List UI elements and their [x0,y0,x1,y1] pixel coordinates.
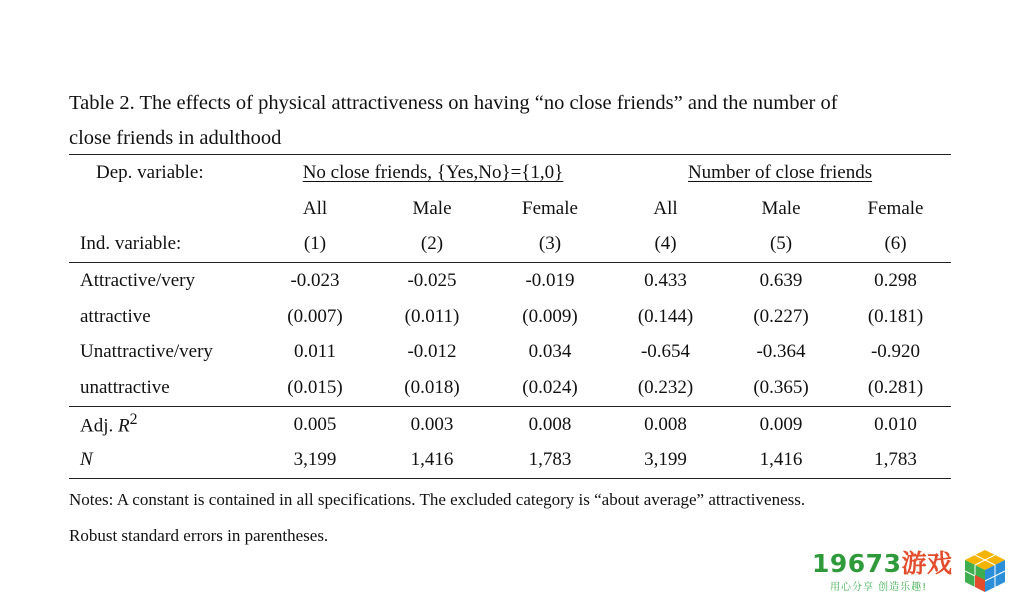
subheader-cell: Male [412,197,452,219]
notes-line-2: Robust standard errors in parentheses. [69,526,329,545]
table-cell: (0.024) [491,370,609,406]
column-number-cell: (4) [609,226,722,262]
watermark-number: 19673 [812,549,902,578]
table-cell: (0.232) [609,370,722,406]
subheader-cell: Female [867,197,924,219]
table-cell: 0.003 [410,413,454,435]
header-row-groups [69,155,951,191]
table-cell: (0.181) [867,305,924,327]
stats-row-n [69,443,951,479]
table-cell: -0.019 [525,269,575,291]
table-cell: 0.011 [293,341,337,363]
table-cell: 1,783 [491,443,609,479]
table-cell: (0.011) [404,305,460,327]
row-label: attractive [80,305,151,327]
group-header-no-close-friends [257,155,609,191]
watermark-suffix: 游戏 [901,549,953,578]
watermark-logo-text [812,544,953,580]
results-table [69,154,951,479]
table-cell: (0.015) [257,370,373,406]
table-caption [69,86,959,156]
table-cell: 1,416 [722,443,840,479]
row-label: Unattractive/very [80,341,213,363]
stat-label-sup: 2 [129,411,138,429]
column-number-cell: (6) [840,226,951,262]
table-cell: 3,199 [609,443,722,479]
subheader-cell: Male [761,197,801,219]
table-cell: (0.365) [722,370,840,406]
group-header-1-text: No close friends, {Yes,No}={1,0} [302,161,564,183]
watermark-logo [812,544,1012,598]
table-cell: -0.654 [640,341,691,363]
regression-table [69,154,951,479]
table-cell: 0.034 [528,341,572,363]
column-number-cell: (2) [373,226,491,262]
group-header-2-text: Number of close friends [687,161,873,183]
empty-cell [69,191,257,227]
header-row-column-numbers [69,226,951,262]
stats-row-adj-r2 [69,406,951,442]
table-cell: 0.005 [293,413,337,435]
table-cell: 3,199 [257,443,373,479]
table-cell: 0.010 [874,413,917,435]
table-cell: -0.023 [290,269,340,291]
table-row [69,370,951,406]
table-cell: (0.007) [287,305,343,327]
table-cell: 1,416 [373,443,491,479]
subheader-cell: All [653,197,678,219]
group-header-number-close-friends [609,155,951,191]
ind-variable-label: Ind. variable: [69,226,257,262]
table-cell: (0.018) [373,370,491,406]
header-row-subgroups [69,191,951,227]
row-label: Attractive/very [80,269,196,291]
table-cell: (0.227) [753,305,809,327]
table-cell: 0.009 [759,413,803,435]
cube-icon [962,548,1008,594]
stat-label-prefix: Adj. [80,415,118,437]
table-cell: (0.009) [522,305,578,327]
table-row [69,263,951,299]
table-cell: 0.639 [759,269,803,291]
table-cell: 1,783 [840,443,951,479]
column-number-cell: (1) [257,226,373,262]
table-cell: 0.298 [874,269,917,291]
table-cell: -0.920 [870,341,921,363]
column-number-cell: (5) [722,226,840,262]
caption-line-2: close friends in adulthood [69,127,282,149]
table-row [69,299,951,335]
subheader-cell: All [302,197,328,219]
watermark-slogan: 用心分享 创造乐趣! [830,582,928,593]
stat-label-n: N [69,443,257,479]
column-number-cell: (3) [491,226,609,262]
table-cell: -0.364 [756,341,806,363]
dep-variable-label: Dep. variable: [69,155,257,191]
table-row [69,334,951,370]
stat-label-var: R [118,415,130,437]
table-cell: 0.433 [644,269,687,291]
notes-line-1: Notes: A constant is contained in all specifications. The excluded category is “about average” attractiveness. [69,490,806,509]
table-cell: -0.025 [407,269,457,291]
table-cell: (0.281) [840,370,951,406]
table-cell: (0.144) [637,305,694,327]
table-cell: 0.008 [528,413,572,435]
stat-label-adj-r2 [69,406,257,442]
table-cell: 0.008 [644,413,687,435]
table-cell: -0.012 [407,341,457,363]
row-label: unattractive [69,370,257,406]
subheader-cell: Female [522,197,578,219]
caption-line-1: Table 2. The effects of physical attractiveness on having “no close friends” and the number of [69,92,838,114]
